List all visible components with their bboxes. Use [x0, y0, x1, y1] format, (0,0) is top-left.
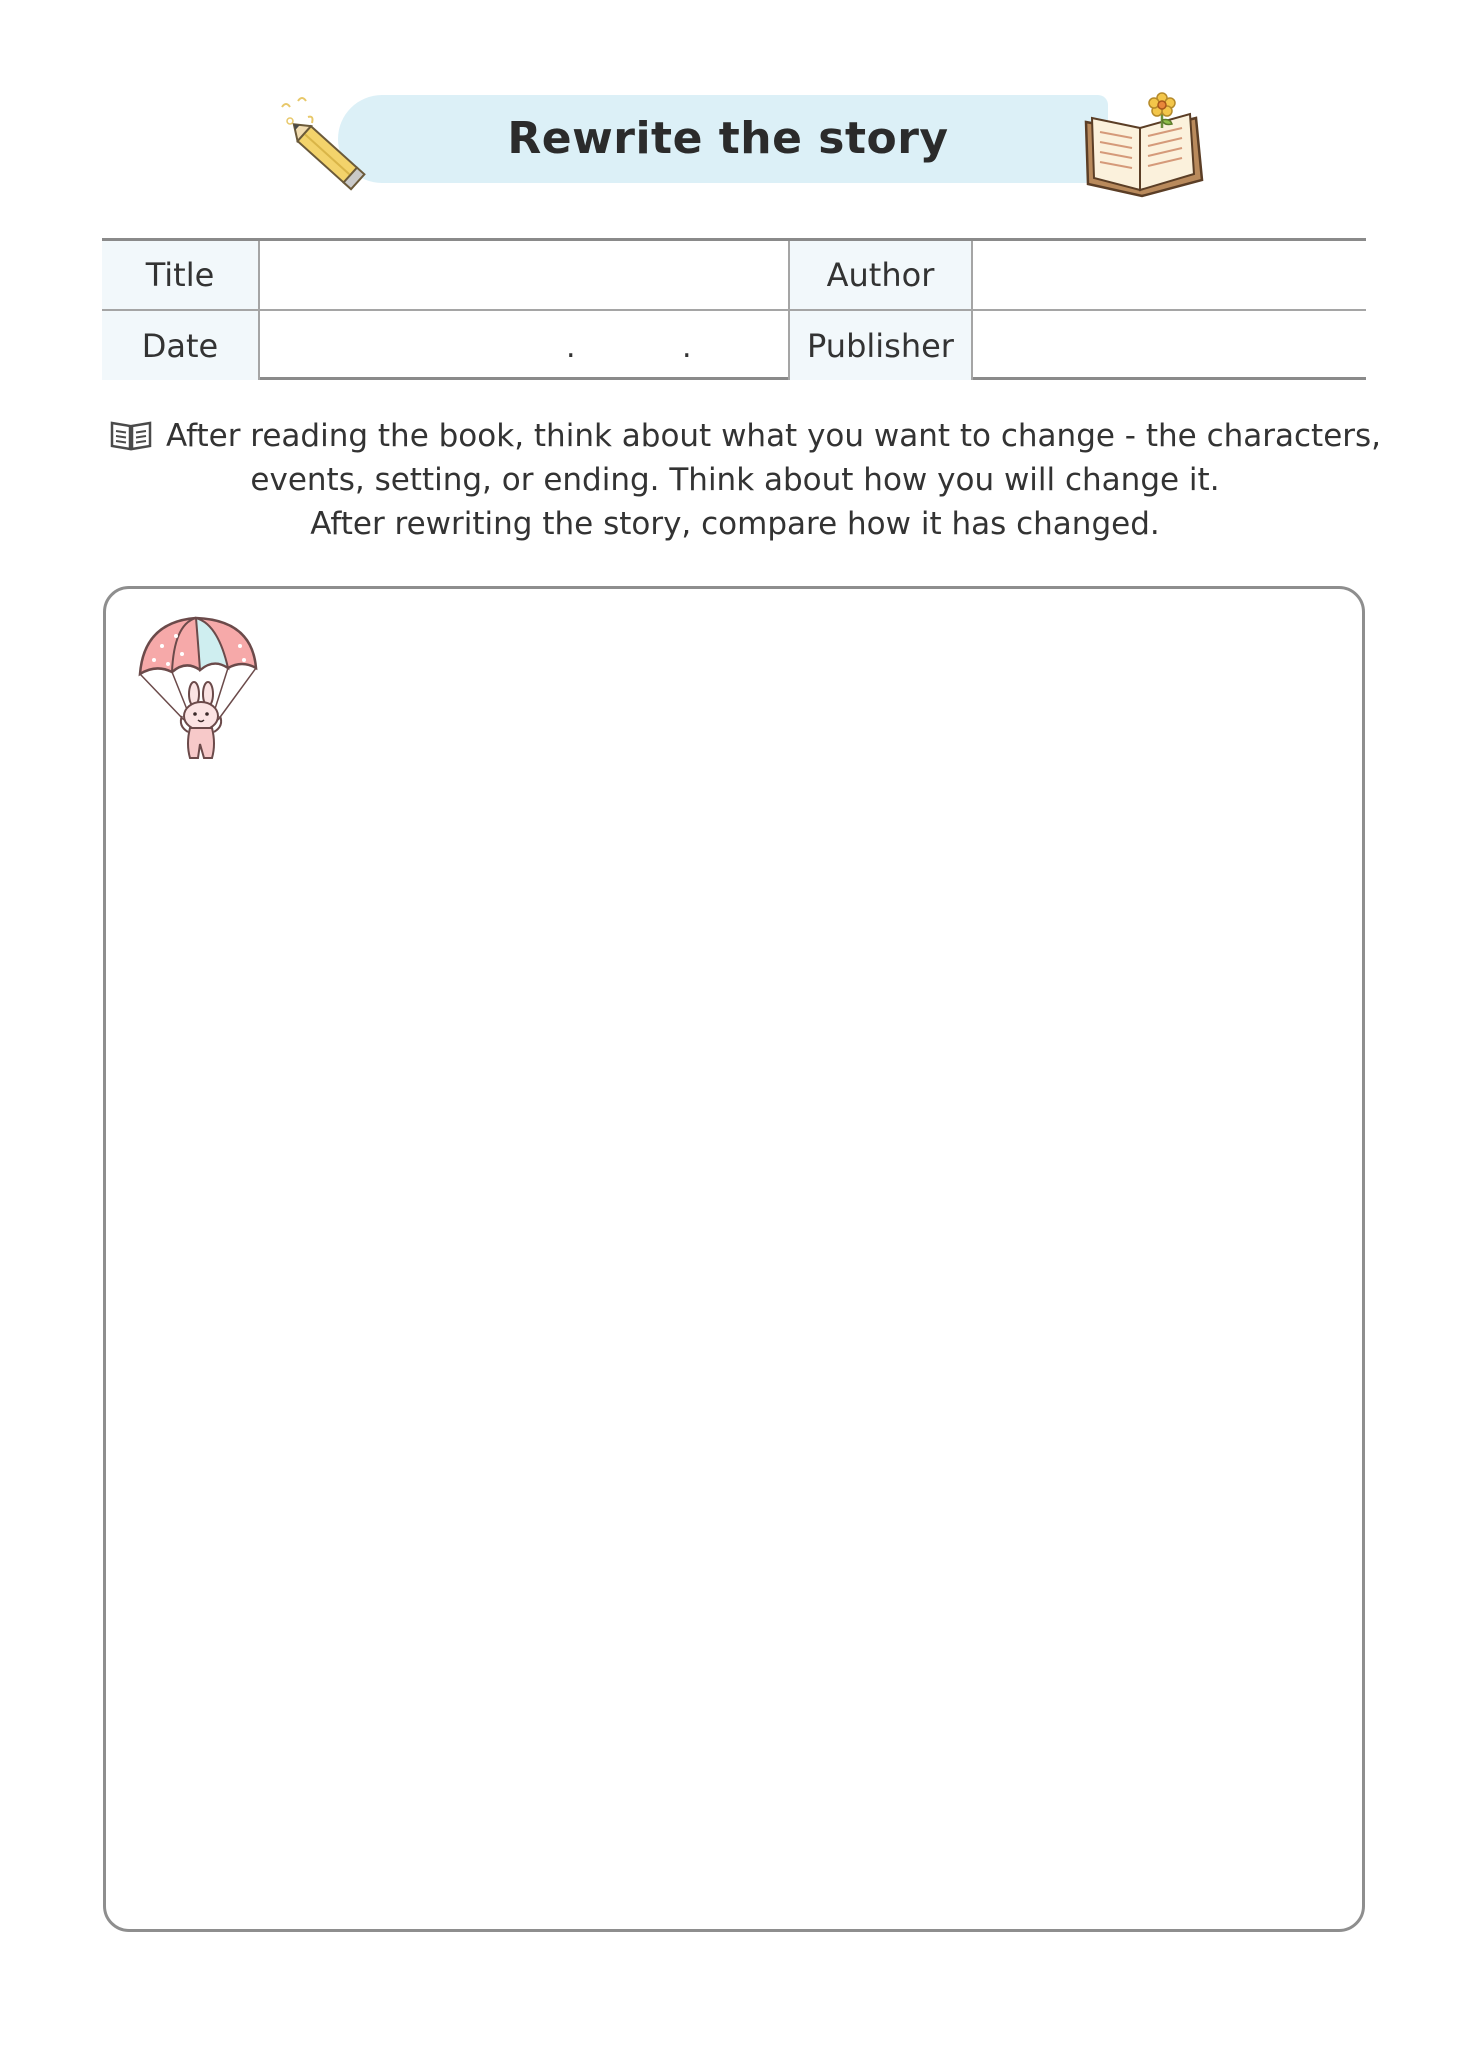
book-info-table: [102, 238, 1366, 380]
author-field[interactable]: [973, 241, 1366, 309]
publisher-field[interactable]: [973, 311, 1366, 380]
publisher-label: Publisher: [790, 311, 973, 380]
instructions: [110, 414, 1382, 546]
open-book-icon: [110, 419, 152, 451]
date-separator: .: [682, 330, 692, 365]
instruction-line-3: After rewriting the story, compare how it has changed.: [310, 506, 1160, 542]
author-label: Author: [790, 241, 973, 309]
instruction-text-1: After reading the book, think about what you want to change - the characters,: [166, 418, 1382, 454]
info-row-title-author: [102, 241, 1366, 311]
info-row-date-publisher: [102, 311, 1366, 380]
parachute-bunny-icon: [132, 612, 262, 777]
date-separator: .: [566, 330, 576, 365]
date-field[interactable]: [260, 311, 790, 380]
writing-area[interactable]: [103, 586, 1365, 1932]
title-label: Title: [102, 241, 260, 309]
instruction-line-2: events, setting, or ending. Think about how you will change it.: [250, 462, 1220, 498]
instruction-line-1: [110, 414, 1382, 458]
title-field[interactable]: [260, 241, 790, 309]
date-label: Date: [102, 311, 260, 380]
open-book-with-flower-icon: [1078, 92, 1208, 202]
page-title: Rewrite the story: [507, 113, 949, 164]
